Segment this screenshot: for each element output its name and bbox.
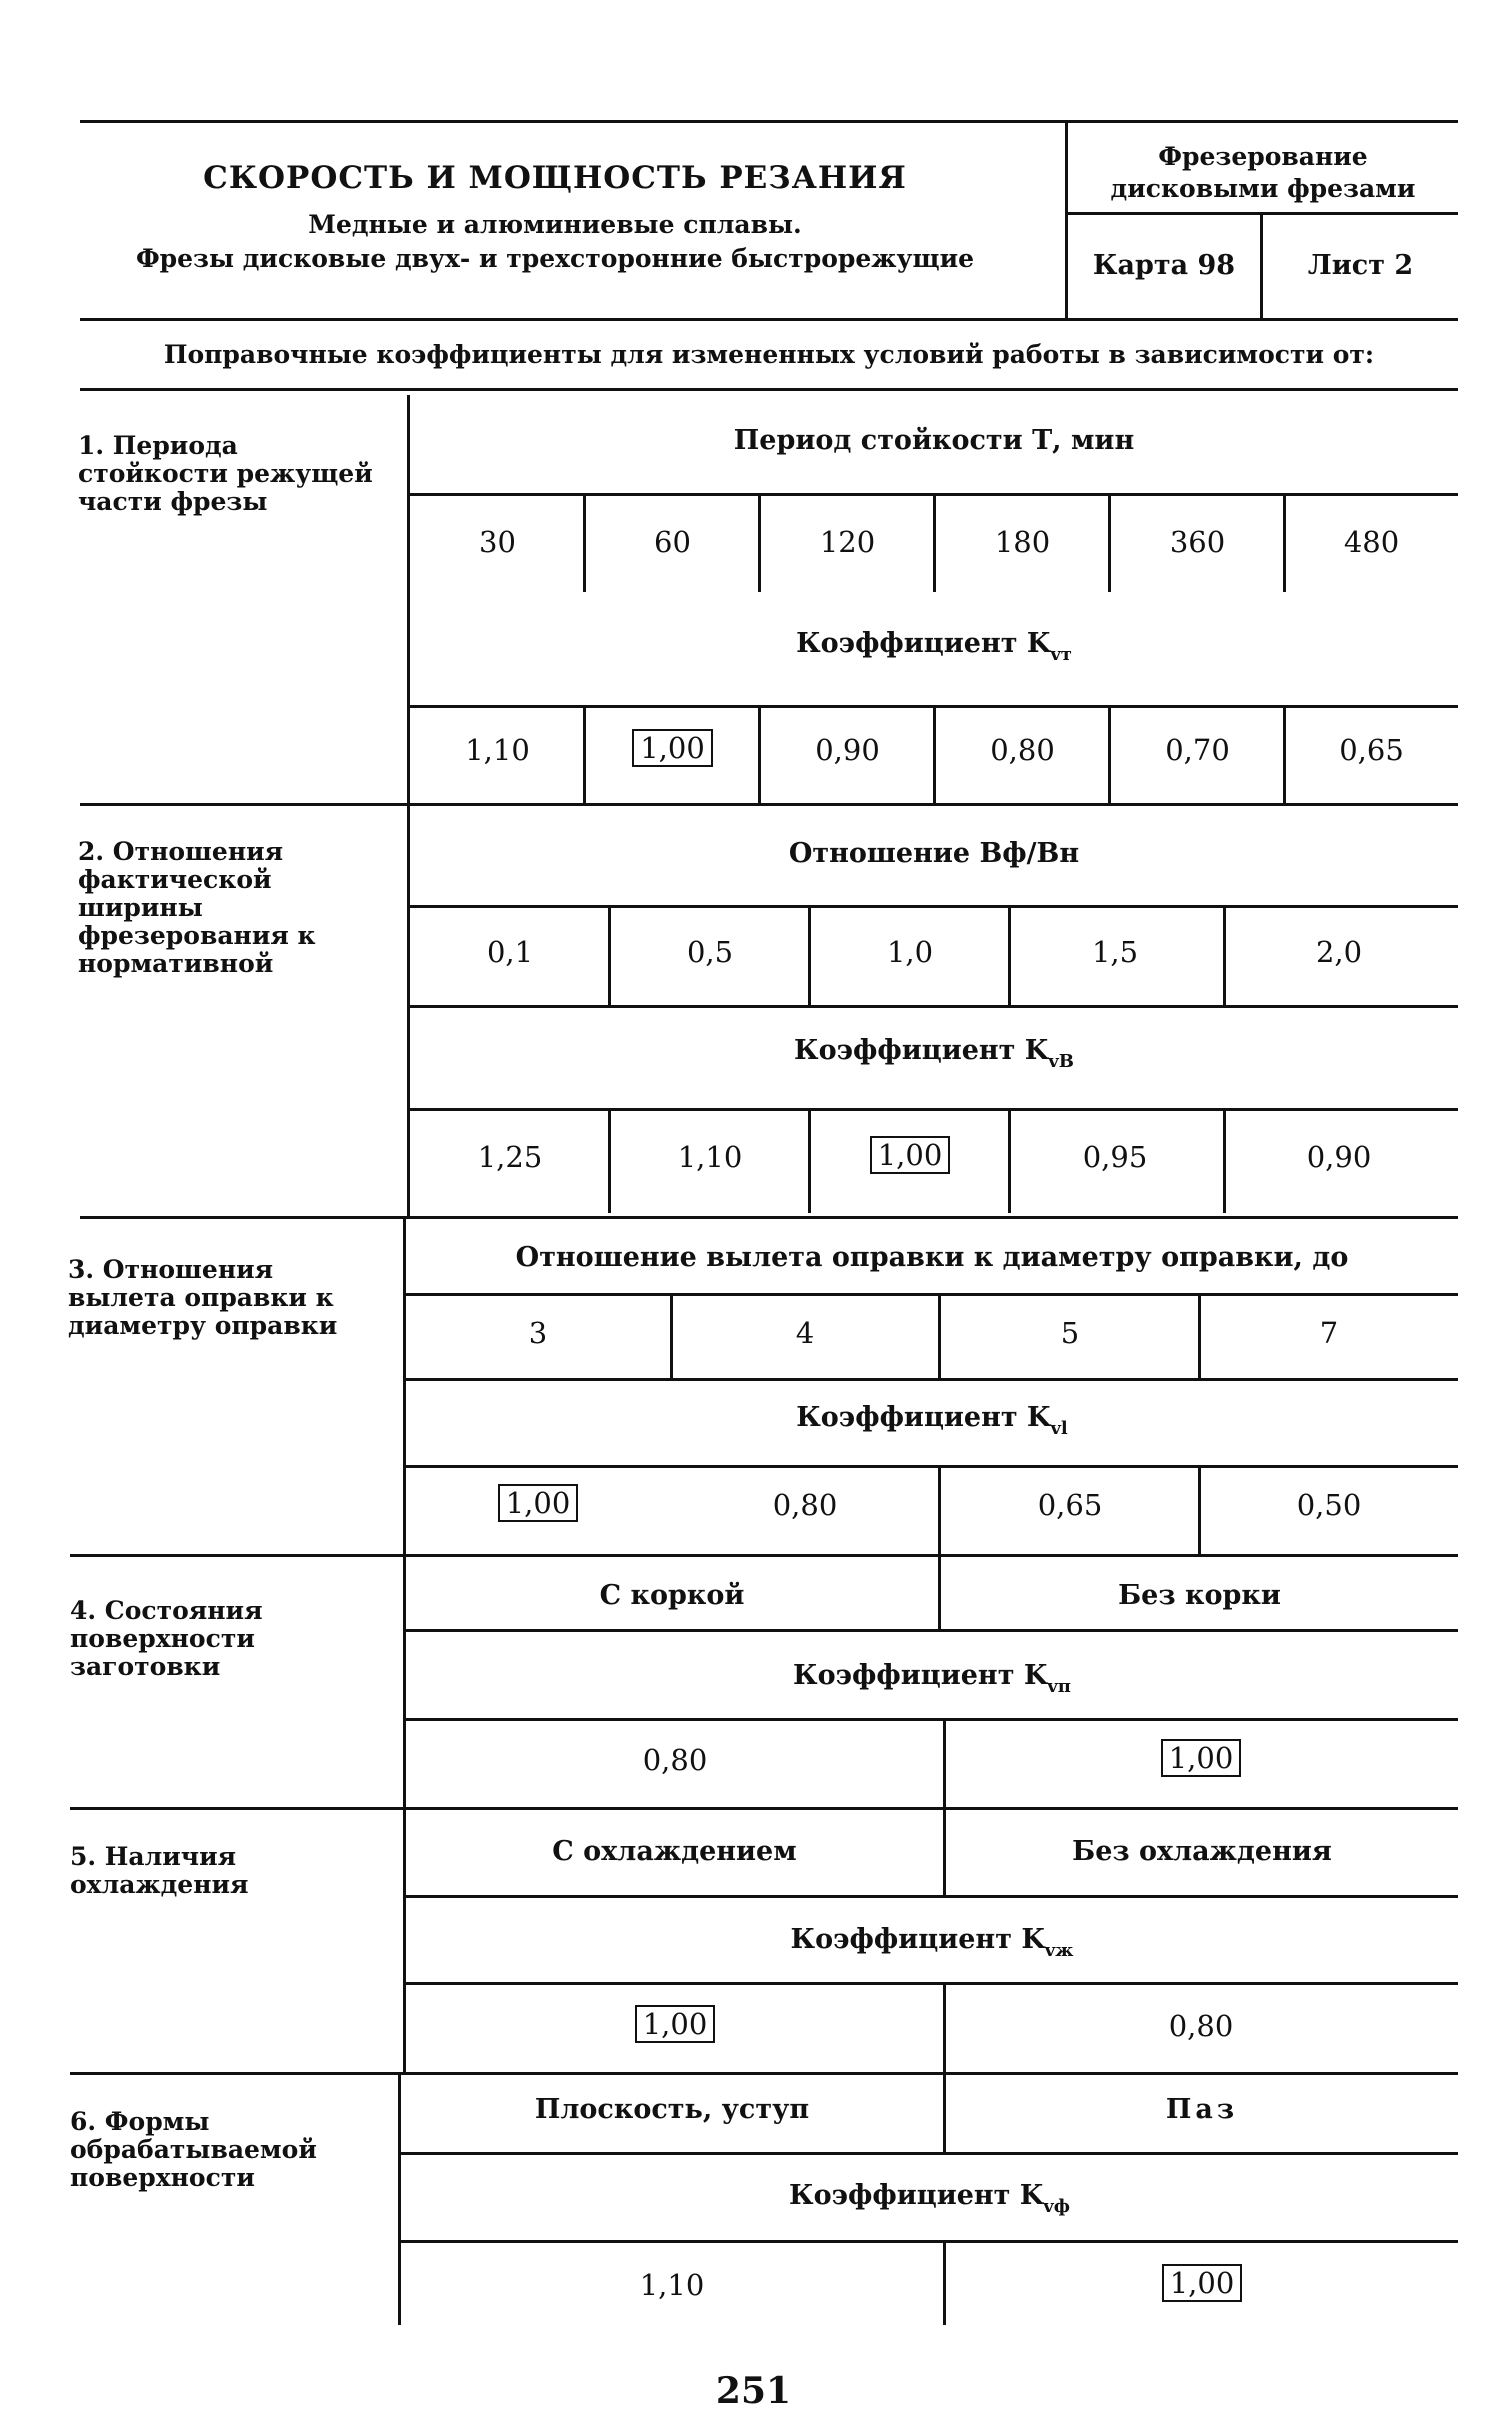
section-3-param-header: Отношение вылета оправки к диаметру оправки, до <box>515 1242 1349 1273</box>
s3-coef-1 <box>670 1488 940 1522</box>
rule <box>401 2240 1458 2243</box>
divider <box>943 1810 946 1895</box>
s5-coef-0-value: 1,00 <box>635 2005 716 2043</box>
s1-coef-4-value: 0,70 <box>1165 733 1230 767</box>
divider <box>583 708 586 803</box>
s2-coef-2 <box>810 1136 1010 1174</box>
s4-coef-0-value: 0,80 <box>642 1743 708 1777</box>
s1-coef-1 <box>585 729 760 767</box>
s1-coef-text: Коэффициент K <box>796 628 1051 659</box>
rule <box>406 1982 1458 1985</box>
s1-coef-0-value: 1,10 <box>465 733 530 767</box>
s1-coef-0 <box>410 733 585 767</box>
divider <box>1108 708 1111 803</box>
section-4-label: 4. Состояния поверхности заготовки <box>70 1596 263 1681</box>
rule <box>410 905 1458 908</box>
s3-coef-0 <box>406 1484 670 1522</box>
s4-coef-text: Коэффициент K <box>793 1660 1048 1691</box>
s5-coef-1 <box>944 2009 1458 2043</box>
section-3-bottom-rule <box>70 1554 1458 1557</box>
s2-coef-0-value: 1,25 <box>477 1140 543 1174</box>
s2-coef-label <box>410 1035 1458 1072</box>
s6-coef-text: Коэффициент K <box>789 2180 1044 2211</box>
divider <box>1223 1111 1226 1213</box>
s3-value-0: 3 <box>528 1316 548 1350</box>
divider <box>943 2243 946 2325</box>
s6-option-1: Паз <box>1165 2094 1239 2125</box>
divider <box>670 1296 673 1378</box>
s5-option-0: С охлаждением <box>552 1836 797 1867</box>
divider <box>1008 1111 1011 1213</box>
s2-coef-1 <box>610 1140 810 1174</box>
s6-coef-0 <box>401 2268 943 2302</box>
divider <box>933 496 936 592</box>
s1-coef-2-value: 0,90 <box>815 733 880 767</box>
top-rule <box>80 120 1458 123</box>
s1-value-2: 120 <box>819 525 876 559</box>
s2-value-4: 2,0 <box>1315 935 1363 969</box>
divider <box>933 708 936 803</box>
section-6-label: 6. Формы обрабатываемой поверхности <box>70 2107 317 2192</box>
section-3-label: 3. Отношения вылета оправки к диаметру оправки <box>68 1255 338 1340</box>
s2-coef-text: Коэффициент K <box>794 1035 1049 1066</box>
s3-coef-3-value: 0,50 <box>1296 1488 1362 1522</box>
divider <box>583 496 586 592</box>
section-1-bottom-rule <box>80 803 1458 806</box>
s4-coef-0 <box>406 1743 944 1777</box>
s3-coef-0-value: 1,00 <box>498 1484 579 1522</box>
operation-line1: Фрезерование <box>1158 142 1368 171</box>
s4-coef-1 <box>944 1739 1458 1777</box>
s6-coef-1-value: 1,00 <box>1162 2264 1243 2302</box>
rule <box>401 2152 1458 2155</box>
s3-value-3: 7 <box>1319 1316 1339 1350</box>
s1-coef-5 <box>1285 733 1458 767</box>
s2-value-3: 1,5 <box>1091 935 1139 969</box>
s5-coef-text: Коэффициент K <box>790 1924 1045 1955</box>
s5-coef-0 <box>406 2005 944 2043</box>
divider <box>808 908 811 1005</box>
divider <box>1108 496 1111 592</box>
section-4-bottom-rule <box>70 1807 1458 1810</box>
divider <box>938 1296 941 1378</box>
s2-value-0: 0,1 <box>486 935 534 969</box>
s2-coef-0 <box>410 1140 610 1174</box>
s1-coef-4 <box>1110 733 1285 767</box>
s4-coef-label <box>406 1660 1458 1697</box>
rule <box>406 1293 1458 1296</box>
s3-coef-label <box>406 1402 1458 1439</box>
divider <box>1008 908 1011 1005</box>
divider <box>943 1985 946 2072</box>
s1-value-5: 480 <box>1343 525 1400 559</box>
s2-coef-4 <box>1220 1140 1458 1174</box>
s2-coef-3-value: 0,95 <box>1082 1140 1148 1174</box>
divider <box>938 1557 941 1629</box>
rule <box>406 1895 1458 1898</box>
divider <box>938 1468 941 1554</box>
s6-option-0: Плоскость, уступ <box>534 2094 810 2125</box>
s5-coef-1-value: 0,80 <box>1168 2009 1234 2043</box>
section-5-label: 5. Наличия охлаждения <box>70 1842 249 1899</box>
rule <box>406 1465 1458 1468</box>
s4-option-0: С коркой <box>599 1580 745 1611</box>
page-title: СКОРОСТЬ И МОЩНОСТЬ РЕЗАНИЯ <box>203 160 907 196</box>
divider <box>608 908 611 1005</box>
s4-option-1: Без корки <box>1118 1580 1281 1611</box>
s2-coef-4-value: 0,90 <box>1306 1140 1372 1174</box>
s3-coef-2-value: 0,65 <box>1037 1488 1103 1522</box>
divider <box>943 1721 946 1807</box>
s1-coef-5-value: 0,65 <box>1339 733 1404 767</box>
s1-coef-2 <box>760 733 935 767</box>
s1-value-1: 60 <box>654 525 691 559</box>
operation-line2: дисковыми фрезами <box>1110 174 1416 203</box>
s2-coef-1-value: 1,10 <box>677 1140 743 1174</box>
s3-coef-2 <box>940 1488 1200 1522</box>
section-5-bottom-rule <box>70 2072 1458 2075</box>
divider <box>1198 1296 1201 1378</box>
section-1-label: 1. Периода стойкости режущей части фрезы <box>78 431 373 516</box>
s6-coef-1 <box>946 2264 1458 2302</box>
page-number: 251 <box>715 2370 792 2412</box>
subtitle-tool: Фрезы дисковые двух- и трехсторонние быстрорежущие <box>135 244 975 273</box>
s3-coef-sub: vl <box>1050 1418 1068 1439</box>
s4-coef-1-value: 1,00 <box>1161 1739 1242 1777</box>
s2-coef-sub: vB <box>1048 1051 1074 1072</box>
s1-value-4: 360 <box>1169 525 1226 559</box>
s5-option-1: Без охлаждения <box>1072 1836 1332 1867</box>
section-1-param-header: Период стойкости Т, мин <box>733 425 1135 456</box>
s6-coef-0-value: 1,10 <box>639 2268 705 2302</box>
section-2-label: 2. Отношения фактической ширины фрезерования к нормативной <box>78 837 316 978</box>
divider <box>758 708 761 803</box>
s1-value-3: 180 <box>994 525 1051 559</box>
rule <box>410 1005 1458 1008</box>
rule <box>406 1629 1458 1632</box>
s1-coef-3-value: 0,80 <box>990 733 1055 767</box>
intro-bottom-rule <box>80 388 1458 391</box>
s5-coef-label <box>406 1924 1458 1961</box>
rule <box>406 1718 1458 1721</box>
s3-value-1: 4 <box>795 1316 815 1350</box>
rule <box>406 1378 1458 1381</box>
s1-coef-1-value: 1,00 <box>632 729 713 767</box>
section-2-param-header: Отношение Bф/Bн <box>788 838 1080 869</box>
s1-coef-3 <box>935 733 1110 767</box>
sheet-number: Лист 2 <box>1307 250 1414 281</box>
divider <box>808 1111 811 1213</box>
s2-coef-3 <box>1010 1140 1220 1174</box>
header-bottom-rule <box>80 318 1458 321</box>
s2-value-1: 0,5 <box>686 935 734 969</box>
divider <box>758 496 761 592</box>
divider <box>1223 908 1226 1005</box>
divider <box>1283 496 1286 592</box>
s6-coef-label <box>401 2180 1458 2217</box>
intro-text: Поправочные коэффициенты для измененных условий работы в зависимости от: <box>163 340 1375 369</box>
s3-coef-3 <box>1200 1488 1458 1522</box>
s2-coef-2-value: 1,00 <box>870 1136 951 1174</box>
s3-coef-text: Коэффициент K <box>796 1402 1051 1433</box>
divider <box>943 2075 946 2152</box>
s3-coef-1-value: 0,80 <box>772 1488 838 1522</box>
card-number: Карта 98 <box>1092 250 1236 281</box>
s1-coef-sub: vт <box>1050 644 1072 665</box>
s5-coef-sub: vж <box>1044 1940 1074 1961</box>
divider <box>608 1111 611 1213</box>
rule <box>410 1108 1458 1111</box>
s2-value-2: 1,0 <box>886 935 934 969</box>
s1-value-0: 30 <box>479 525 516 559</box>
s3-value-2: 5 <box>1060 1316 1080 1350</box>
s4-coef-sub: vп <box>1047 1676 1071 1697</box>
subtitle-material: Медные и алюминиевые сплавы. <box>308 210 802 239</box>
s1-coef-label <box>410 628 1458 665</box>
divider <box>1283 708 1286 803</box>
section-2-bottom-rule <box>80 1216 1458 1219</box>
s6-coef-sub: vф <box>1043 2196 1070 2217</box>
divider <box>1198 1468 1201 1554</box>
